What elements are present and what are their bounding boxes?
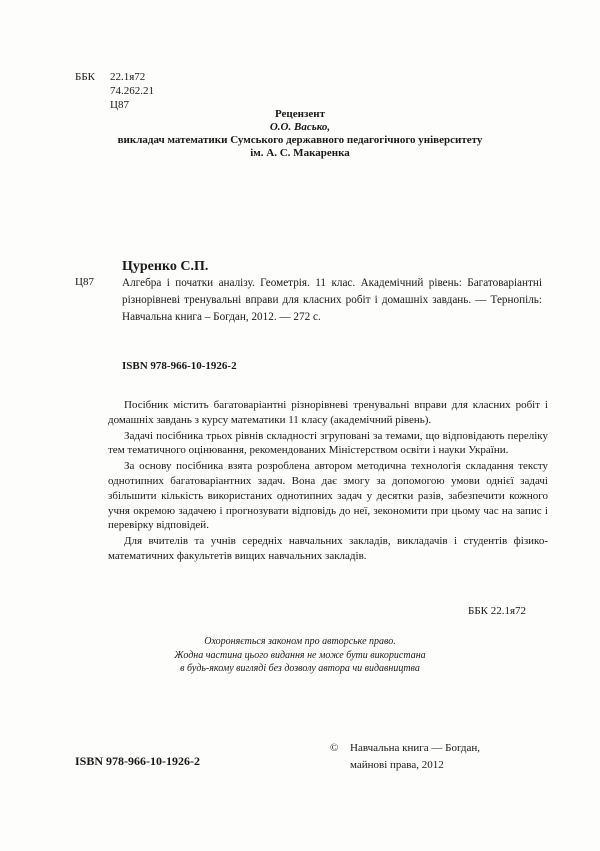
- annotation-paragraph: За основу посібника взята розроблена автором методична технологія складання тексту однотипних багатоваріантних задач. Вона дає змогу за допомогою умови однієї задачі збільшити кількість використаних однотипних задач у десятки разів, забезпечити кожного учня окремою задачею і прогнозувати відповідь до неї, зекономити при цьому час на запис і перевірку відповідей.: [108, 460, 548, 532]
- copyright-notice: [60, 635, 540, 676]
- annotation-paragraph: Задачі посібника трьох рівнів складності згруповані за темами, що відповідають переліку тем тематичного оцінювання, рекомендованих Міністерством освіти і науки України.: [108, 429, 548, 457]
- reviewer-block: [60, 108, 540, 160]
- reviewer-name: О.О. Васько,: [269, 121, 331, 133]
- copyright-symbol: ©: [330, 742, 339, 754]
- author-name: Цуренко С.П.: [122, 259, 209, 274]
- annotation-paragraph: Для вчителів та учнів середніх навчальних закладів, викладачів і студентів фізико-математичних факультетів вищих навчальних закладів.: [108, 535, 548, 562]
- annotation: [108, 398, 548, 564]
- copyright-line: Охороняється законом про авторське право.: [204, 636, 396, 647]
- bibliographic-citation: Алгебра і початки аналізу. Геометрія. 11 клас. Академічний рівень: Багатоваріантні різнорівневі тренувальні вправи для класних робіт і домашніх завдань. — Тернопіль: Навчальна книга – Богдан, 2012. — 272 с.: [122, 277, 542, 323]
- bbk-footer: ББК 22.1я72: [468, 605, 527, 617]
- bbk-code: 22.1я72: [110, 71, 146, 83]
- copyright-line: Жодна частина цього видання не може бути використана: [174, 649, 426, 661]
- reviewer-heading: Рецензент: [274, 108, 326, 120]
- reviewer-position: викладач математики Сумського державного педагогічного університету: [117, 134, 483, 146]
- publisher-copyright: [330, 740, 480, 774]
- bbk-code: 74.262.21: [110, 85, 154, 97]
- author-mark: Ц87: [110, 99, 129, 111]
- bbk-classification: [75, 70, 154, 112]
- publisher-rights: майнові права, 2012: [350, 759, 444, 771]
- isbn-footer: ISBN 978-966-10-1926-2: [75, 754, 200, 768]
- publisher-name: Навчальна книга — Богдан,: [350, 742, 481, 754]
- annotation-paragraph: Посібник містить багатоваріантні різнорівневі тренувальні вправи для класних робіт і домашніх завдань з курсу математики 11 класу (академічний рівень).: [108, 399, 548, 426]
- card-code: Ц87: [75, 276, 94, 288]
- copyright-line: в будь-якому вигляді без дозволу автора чи видавництва: [180, 663, 420, 674]
- reviewer-institution: ім. А. С. Макаренка: [250, 147, 350, 159]
- isbn: ISBN 978-966-10-1926-2: [122, 360, 237, 372]
- bbk-label: ББК: [75, 71, 95, 83]
